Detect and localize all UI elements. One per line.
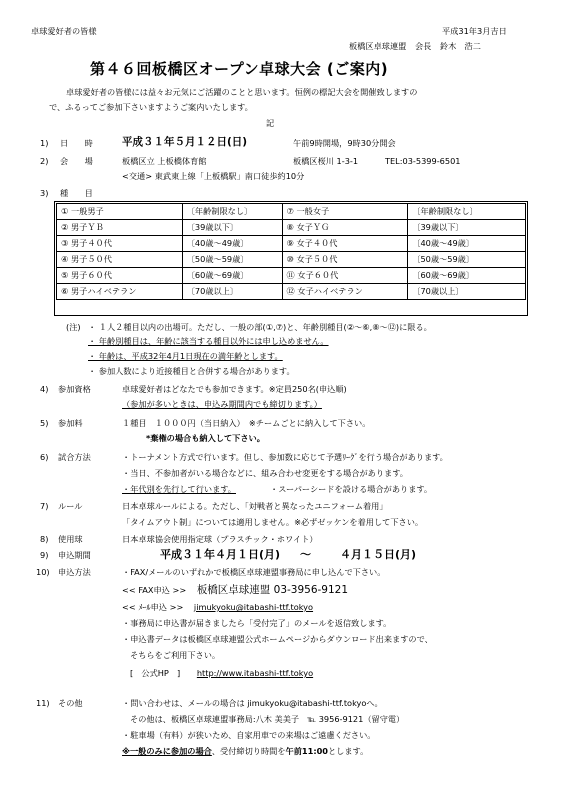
mail-link[interactable]: jimukyoku@itabashi-ttf.tokyo [193, 602, 314, 612]
fax-value: 板橋区卓球連盟 03-3956-9121 [196, 584, 349, 596]
format-line-4: ・スーパーシードを設ける場合があります。 [270, 484, 433, 494]
intro-line-1: 卓球愛好者の皆様には益々お元気にご活躍のことと思います。恒例の標記大会を開催致しますの [66, 87, 418, 97]
section-ball-num: 8) [40, 534, 49, 544]
event-cell: ⑤ 男子６０代 [57, 268, 183, 284]
apply-mail [122, 602, 313, 612]
section-other-label: その他 [58, 698, 83, 708]
venue-access: <交通> 東武東上線「上板橋駅」南口徒歩約10分 [122, 171, 305, 181]
fee-line-1: １種目 １０００円（当日納入） ※チームごとに納入して下さい。 [122, 418, 371, 428]
page-title: 第４６回板橋区オープン卓球大会 (ご案内) [90, 60, 389, 78]
format-line-1: ・トーナメント方式で行います。但し、参加数に応じて予選ﾘｰｸﾞを行う場合があります。 [122, 452, 448, 462]
section-format-label: 試合方法 [58, 452, 91, 462]
age-cell: 〔50歳～59歳〕 [408, 252, 526, 268]
section-eligibility-label: 参加資格 [58, 384, 91, 394]
note-item: ・ 参加人数により近接種目と合併する場合があります。 [88, 366, 295, 376]
other-line-3: ・駐車場（有料）が狭いため、自家用車での来場はご遠慮ください。 [122, 730, 376, 740]
age-cell: 〔39歳以下〕 [182, 220, 282, 236]
apply-fax [122, 584, 348, 597]
age-cell: 〔年齢制限なし〕 [408, 204, 526, 220]
apply-hp [130, 668, 313, 678]
event-cell: ⑫ 女子ハイベテラン [282, 284, 408, 300]
fax-label: << FAX申込 >> [122, 585, 187, 595]
event-cell: ⑥ 男子ハイベテラン [57, 284, 183, 300]
other-line-4 [122, 746, 368, 756]
rules-line-2: 「タイムアウト制」については適用しません。※必ずゼッケンを着用して下さい。 [122, 517, 424, 527]
addressee: 卓球愛好者の皆様 [31, 26, 97, 36]
section-venue-label: 会 場 [60, 156, 93, 166]
section-eligibility-num: 4) [40, 384, 49, 394]
format-line-2: ・当日、不参加者がいる場合などに、組み合わせ変更をする場合があります。 [122, 468, 408, 478]
age-cell: 〔60歳～69歳〕 [182, 268, 282, 284]
age-cell: 〔50歳～59歳〕 [182, 252, 282, 268]
event-cell: ④ 男子５０代 [57, 252, 183, 268]
venue-address: 板橋区桜川 1-3-1 [293, 156, 359, 166]
venue-name: 板橋区立 上板橋体育館 [122, 156, 207, 166]
eligibility-line-2: （参加が多いときは、申込み期間内でも締切ります。） [122, 399, 322, 409]
age-cell: 〔39歳以下〕 [408, 220, 526, 236]
other-line-4-c: 午前11:00 [285, 746, 328, 756]
age-cell: 〔年齢制限なし〕 [182, 204, 282, 220]
sender-title: 会長 [414, 41, 432, 51]
note-item: ・ １人２種目以内の出場可。ただし、一般の部(①,⑦)と、年齢別種目(②～⑥,⑧～⑫)に限る。 [88, 322, 432, 332]
note-item: ・ 年齢別種目は、年齢に該当する種目以外には申し込めません。 [88, 336, 329, 346]
other-line-4-a: ※一般のみに参加の場合 [122, 746, 212, 756]
document-date: 平成31年3月吉日 [442, 26, 507, 36]
event-cell: ③ 男子４０代 [57, 236, 183, 252]
apply-line-1: ・FAX/メールのいずれかで板橋区卓球連盟事務局に申し込んで下さい。 [122, 567, 386, 577]
apply-line-4: ・事務局に申込書が届きましたら「受付完了」のメールを返信致します。 [122, 618, 392, 628]
age-cell: 〔40歳～49歳〕 [182, 236, 282, 252]
note-item: ・ 年齢は、平成32年4月1日現在の満年齢とします。 [88, 351, 283, 361]
age-cell: 〔70歳以上〕 [182, 284, 282, 300]
ki-mark: 記 [266, 118, 275, 128]
event-time: 午前9時開場，9時30分開会 [293, 138, 396, 148]
section-period-label: 申込期間 [58, 550, 91, 560]
fee-line-2: *棄権の場合も納入して下さい。 [146, 433, 265, 443]
event-cell: ⑧ 女子ＹＧ [282, 220, 408, 236]
section-date-label: 日 時 [60, 138, 93, 148]
notes-prefix: (注) [66, 322, 81, 332]
event-cell: ① 一般男子 [57, 204, 183, 220]
venue-tel: TEL:03-5399-6501 [385, 156, 461, 166]
age-cell: 〔70歳以上〕 [408, 284, 526, 300]
sender-name: 鈴木 浩二 [439, 41, 481, 51]
hp-link[interactable]: http://www.itabashi-ttf.tokyo [196, 668, 314, 678]
period-separator: ～ [300, 548, 311, 561]
section-fee-label: 参加料 [58, 418, 83, 428]
period-start: 平成３１年４月１日(月) [160, 548, 281, 561]
section-date-num: 1) [40, 138, 49, 148]
hp-label: [ 公式HP ] [130, 668, 181, 678]
sender-org: 板橋区卓球連盟 [349, 41, 407, 51]
event-cell: ⑦ 一般女子 [282, 204, 408, 220]
section-events-num: 3) [40, 188, 49, 198]
section-apply-num: 10) [36, 567, 50, 577]
ball-value: 日本卓球協会使用指定球（プラスチック・ホワイト） [122, 534, 318, 544]
other-line-1: ・問い合わせは、メールの場合は jimukyoku@itabashi-ttf.tokyoへ。 [122, 698, 383, 708]
event-cell: ② 男子ＹＢ [57, 220, 183, 236]
section-other-num: 11) [36, 698, 50, 708]
section-apply-label: 申込方法 [58, 567, 91, 577]
section-venue-num: 2) [40, 156, 49, 166]
rules-line-1: 日本卓球ルールによる。ただし、「対戦者と異なったユニフォーム着用」 [122, 501, 388, 511]
section-rules-num: 7) [40, 501, 49, 511]
apply-line-6: そちらをご利用下さい。 [130, 650, 221, 660]
other-line-4-b: 、受付締切り時間を [211, 746, 286, 756]
period-end: ４月１５日(月) [340, 548, 417, 561]
section-rules-label: ルール [58, 501, 83, 511]
section-format-num: 6) [40, 452, 49, 462]
format-line-3: ・年代別を先行して行います。 [122, 484, 236, 494]
event-cell: ⑪ 女子６０代 [282, 268, 408, 284]
section-ball-label: 使用球 [58, 534, 83, 544]
sender [349, 41, 481, 51]
events-table-frame [54, 201, 528, 316]
other-line-2: その他は、板橋区卓球連盟事務局:八木 美美子 ℡ 3956-9121（留守電） [130, 714, 405, 724]
event-date: 平成３１年５月１２日(日) [122, 136, 248, 148]
age-cell: 〔40歳～49歳〕 [408, 236, 526, 252]
event-cell: ⑨ 女子４０代 [282, 236, 408, 252]
section-events-label: 種 目 [60, 188, 93, 198]
eligibility-line-1: 卓球愛好者はどなたでも参加できます。※定員250名(申込順) [122, 384, 347, 394]
other-line-4-d: とします。 [327, 746, 369, 756]
age-cell: 〔60歳～69歳〕 [408, 268, 526, 284]
intro-line-2: で、ふるってご参加下さいますようご案内いたします。 [49, 102, 253, 112]
mail-label: << ﾒｰﾙ申込 >> [122, 602, 184, 612]
event-cell: ⑩ 女子５０代 [282, 252, 408, 268]
section-fee-num: 5) [40, 418, 49, 428]
section-period-num: 9) [40, 550, 49, 560]
apply-line-5: ・申込書データは板橋区卓球連盟公式ホームページからダウンロード出来ますので、 [122, 634, 433, 644]
